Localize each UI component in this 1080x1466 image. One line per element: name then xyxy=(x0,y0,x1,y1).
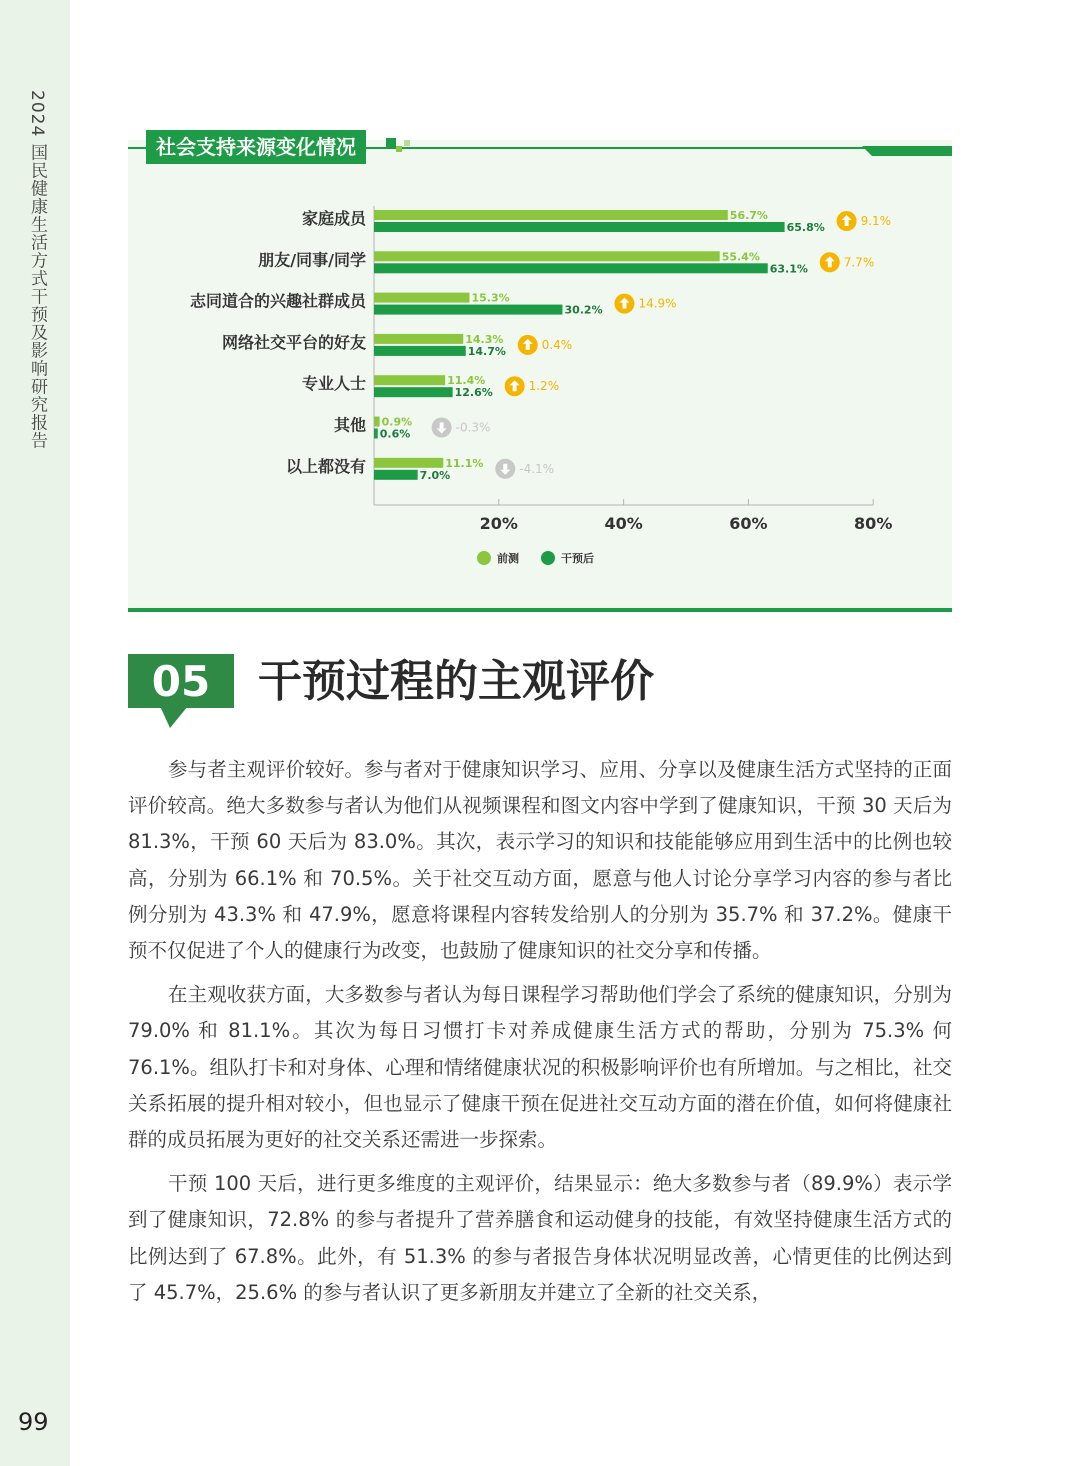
bar-post-intervention xyxy=(374,263,768,273)
bar-post-intervention xyxy=(374,429,378,439)
paragraph-2: 在主观收获方面，大多数参与者认为每日课程学习帮助他们学会了系统的健康知识，分别为 79.0% 和 81.1%。其次为每日习惯打卡对养成健康生活方式的帮助，分别为 75.3% 何 76.1%。组队打卡和对身体、心理和情绪健康状况的积极影响评价也有所增加。与之相比，社交关系拓展的提升相对较小，但也显示了健康干预在促进社交互动方面的潜在价值，如何将健康社群的成员拓展为更好的社交关系还需进一步探索。 xyxy=(128,983,952,1152)
change-label: -0.3% xyxy=(455,420,491,435)
bar-post-intervention xyxy=(374,387,453,397)
change-label: 14.9% xyxy=(638,296,677,311)
legend-marker xyxy=(541,551,555,565)
sidebar xyxy=(0,0,70,1466)
legend-label: 前测 xyxy=(497,552,519,565)
category-label: 网络社交平台的好友 xyxy=(221,332,366,352)
x-tick-label: 40% xyxy=(604,514,643,533)
bar-pre-test xyxy=(374,458,443,468)
data-label: 65.8% xyxy=(786,221,825,234)
data-label: 15.3% xyxy=(471,291,510,305)
bar-post-intervention xyxy=(374,305,562,315)
badge-pointer xyxy=(160,706,188,728)
bar-pre-test xyxy=(374,210,728,220)
data-label: 63.1% xyxy=(769,262,808,276)
data-label: 12.6% xyxy=(454,386,493,400)
section-title: 干预过程的主观评价 xyxy=(258,656,654,707)
bar-post-intervention xyxy=(374,470,418,480)
x-tick-label: 20% xyxy=(479,514,518,533)
paragraph-1: 参与者主观评价较好。参与者对于健康知识学习、应用、分享以及健康生活方式坚持的正面评价较高。绝大多数参与者认为他们从视频课程和图文内容中学到了健康知识，干预 30 天后为 81.3%，干预 60 天后为 83.0%。其次，表示学习的知识和技能能够应用到生活中的比例也较高，分别为 66.1% 和 70.5%。关于社交互动方面，愿意与他人讨论分享学习内容的参与者比例分别为 43.3% 和 47.9%，愿意将课程内容转发给别人的分别为 35.7% 和 37.2%。健康干预不仅促进了个人的健康行为改变，也鼓励了健康知识的社交分享和传播。 xyxy=(128,758,952,963)
change-label: 1.2% xyxy=(528,379,560,394)
legend-label: 干预后 xyxy=(561,552,594,565)
x-tick-label: 60% xyxy=(729,514,768,533)
data-label: 11.4% xyxy=(447,374,486,388)
change-label: -4.1% xyxy=(519,461,555,476)
bar-pre-test xyxy=(374,334,463,344)
data-label: 56.7% xyxy=(729,209,768,222)
data-label: 11.1% xyxy=(445,456,484,470)
legend-marker xyxy=(477,551,491,565)
category-label: 其他 xyxy=(333,415,366,435)
page-number: 99 xyxy=(18,1408,49,1436)
category-label: 志同道合的兴趣社群成员 xyxy=(189,291,366,311)
bar-pre-test xyxy=(374,417,380,427)
change-label: 7.7% xyxy=(843,255,875,270)
x-tick-label: 80% xyxy=(854,514,893,533)
chart-card xyxy=(128,135,952,612)
section-number-badge: 05 xyxy=(128,654,234,708)
change-label: 0.4% xyxy=(541,337,573,352)
change-label: 9.1% xyxy=(860,214,892,228)
paragraph-3: 干预 100 天后，进行更多维度的主观评价，结果显示：绝大多数参与者（89.9%）表示学到了健康知识，72.8% 的参与者提升了营养膳食和运动健身的技能，有效坚持健康生活方式的比例达到了 67.8%。此外，有 51.3% 的参与者报告身体状况明显改善，心情更佳的比例达到了 45.7%，25.6% 的参与者认识了更多新朋友并建立了全新的社交关系， xyxy=(128,1172,952,1304)
bar-pre-test xyxy=(374,293,469,303)
bar-pre-test xyxy=(374,251,720,261)
bar-chart xyxy=(128,140,952,600)
data-label: 14.7% xyxy=(467,344,506,358)
bar-pre-test xyxy=(374,375,445,385)
data-label: 0.6% xyxy=(379,427,411,441)
data-label: 14.3% xyxy=(465,332,504,346)
category-label: 朋友/同事/同学 xyxy=(258,250,366,270)
data-label: 55.4% xyxy=(721,250,760,264)
data-label: 0.9% xyxy=(381,415,413,429)
category-label: 以上都没有 xyxy=(285,456,366,476)
report-title-vertical: 2024 国民健康生活方式干预及影响研究报告 xyxy=(27,90,47,450)
body-text xyxy=(128,752,952,1319)
category-label: 家庭成员 xyxy=(301,209,366,228)
bar-post-intervention xyxy=(374,222,785,232)
data-label: 30.2% xyxy=(564,303,603,317)
data-label: 7.0% xyxy=(419,468,451,482)
category-label: 专业人士 xyxy=(301,374,366,394)
bar-post-intervention xyxy=(374,346,466,356)
chart-title: 社会支持来源变化情况 xyxy=(146,130,366,164)
